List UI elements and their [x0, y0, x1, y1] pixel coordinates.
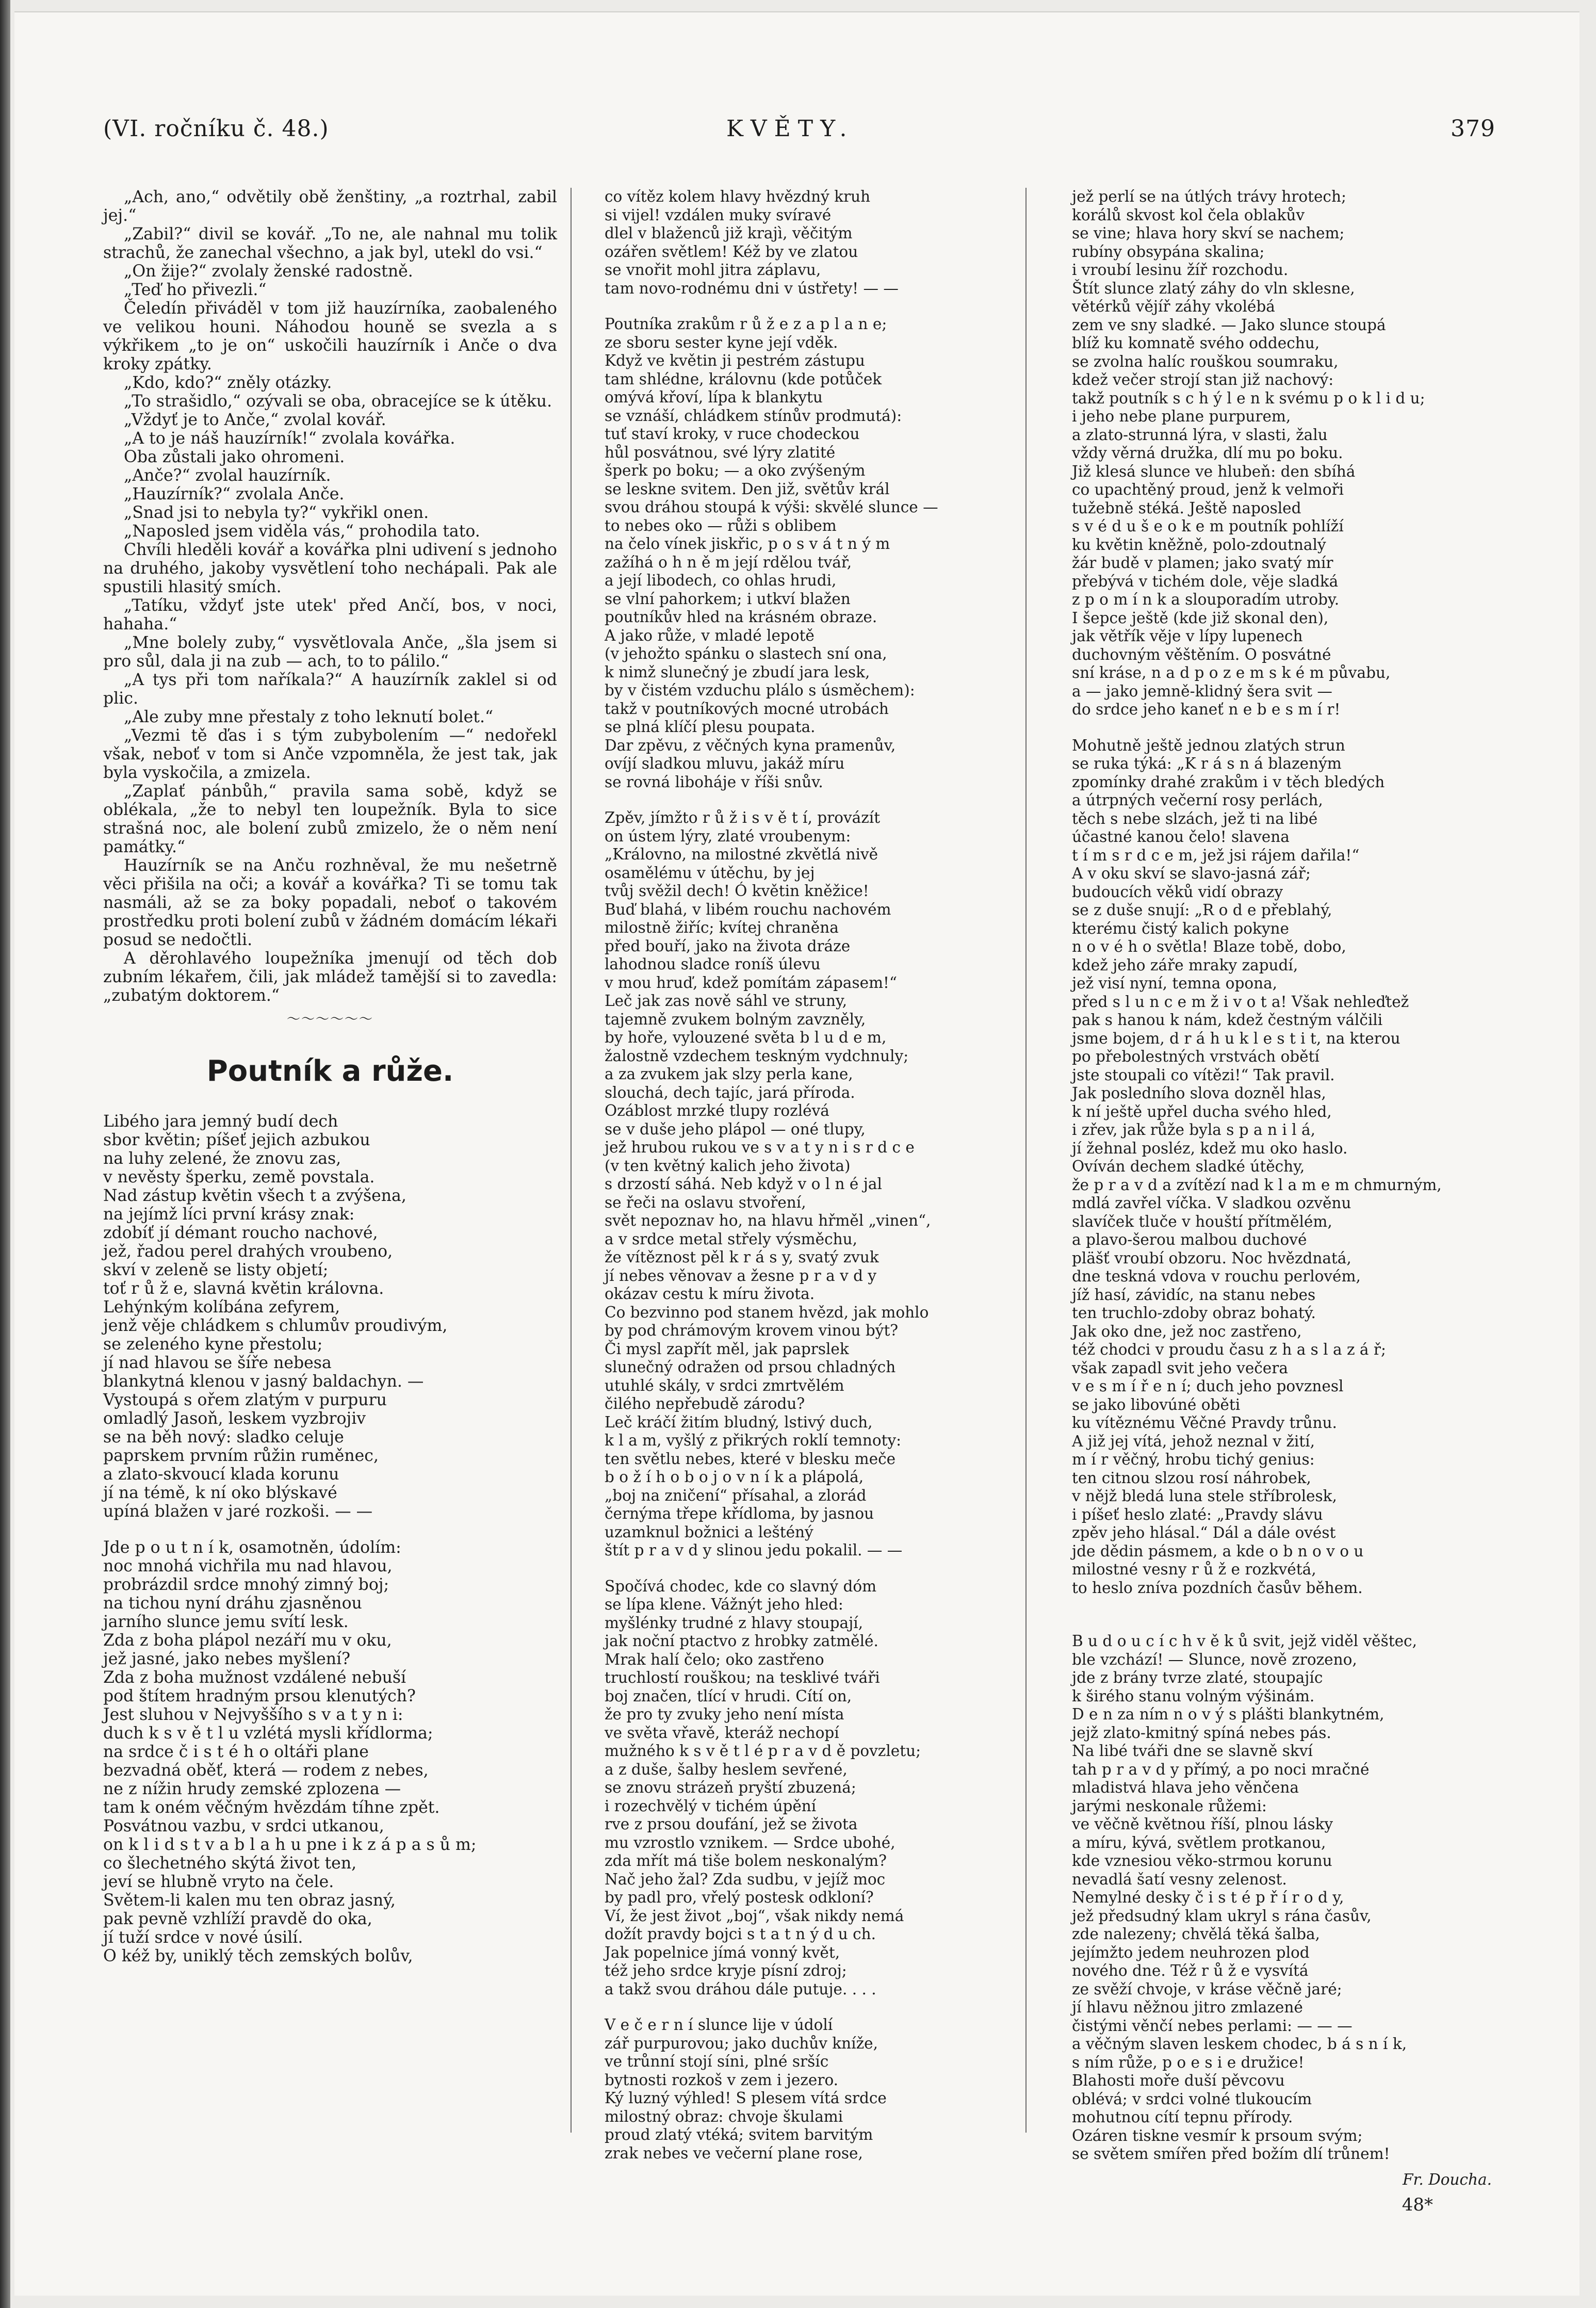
story-paragraph: „Zabil?“ divil se kovář. „To ne, ale nahnal mu tolik strachů, že zanechal všechno, a jak byl, utekl do vsi.“ [103, 225, 557, 262]
poem-stanza: Libého jara jemný budí dech sbor květin; píšeť jejich azbukou na luhy zelené, že znovu zas, v nevěsty šperku, země povstala. Nad zástup květin všech t a zvýšena, na jejímž líci první krásy znak: zdobíť jí démant roucho nachové, jež, řadou perel drahých vroubeno, skví v zeleně se listy objetí; toť r ů ž e, slavná květin královna. Lehýnkým kolíbána zefyrem, jenž věje chládkem s chlumův proudivým, se zeleného kyne přestolu; jí nad hlavou se šíře nebesa blankytná klenou v jasný baldachyn. — Vystoupá s ořem zlatým v purpuru omladlý Jasoň, leskem vyzbrojiv se na běh nový: sladko celuje paprskem prvním růžin ruměnec, a zlato-skvoucí klada korunu jí na témě, k ní oko blýskavé upíná blažen v jaré rozkoši. — — [103, 1112, 448, 1521]
column-right [1072, 188, 1495, 2215]
poem-stanza: V e č e r n í slunce lije v údolí zář purpurovou; jako duchův kníže, ve trůnní stojí síni, plné sršíc bytnosti rozkoš v zem i jezero. Ký luzný výhled! S plesem vítá srdce milostný obraz: chvoje škulami proud zlatý vtéká; svitem barvitým zrak nebes ve večerní plane rose, [605, 2016, 887, 2162]
story-paragraph: Oba zůstali jako ohromeni. [124, 448, 345, 466]
poem-stanza: Spočívá chodec, kde co slavný dóm se lípa klene. Vážnýt jeho hled: myšlénky trudné z hlavy stoupají, jak noční ptactvo z hrobky zatmělé. Mrak halí čelo; oko zastřeno truchlostí rouškou; na tesklivé tváři boj značen, tlící v hrudi. Cítí on, že pro ty zvuky jeho není místa ve světa vřavě, kteráž nechopí mužného k s v ě t l é p r a v d ě povzletu; a z duše, šalby heslem sevřené, se znovu strázeň pryští zbuzená; i rozechvělý v tichém úpění rve z prsou doufání, jež se života mu vzrostlo vznikem. — Srdce ubohé, zda mřít má tiše bolem neskonalým? Nač jeho žal? Zda sudbu, v jejíž moc by padl pro, vřelý postesk odkloní? Ví, že jest život „boj“, však nikdy nemá dožít pravdy bojci s t a t n ý d u ch. Jak popelnice jímá vonný květ, též jeho srdce kryje písní zdroj; a takž svou dráhou dále putuje. . . . [605, 1577, 921, 1998]
poem-stanza: Zpěv, jímžto r ů ž i s v ě t í, provázít on ústem lýry, zlaté vroubenym: „Královno, na milostné zkvětlá nivě osamělému v útěchu, by jej tvůj svěžil dech! Ó květin kněžice! Buď blahá, v libém rouchu nachovém milostně žiříc; kvítej chraněna před bouří, jako na života dráze lahodnou sladce roníš úlevu v mou hruď, kdež pomítám zápasem!“ Leč jak zas nově sáhl ve struny, tajemně zvukem bolným zavzněly, by hoře, vylouzené světa b l u d e m, žalostně vzdechem teskným vydchnuly; a za zvukem jak slzy perla kane, slouchá, dech tajíc, jará příroda. Ozáblost mrzké tlupy rozlévá se v duše jeho plápol — oné tlupy, jež hrubou rukou ve s v a t y n i s r d c e (v ten květný kalich jeho života) s drzostí sáhá. Neb když v o l n é jal se řeči na oslavu stvoření, svět nepoznav ho, na hlavu hřměl „vinen“, a v srdce metal střely výsměchu, že vítěznost pěl k r á s y, svatý zvuk jí nebes věnovav a žesne p r a v d y okázav cestu k míru života. Co bezvinno pod stanem hvězd, jak mohlo by pod chrámovým krovem vinou být? Či mysl zapřít měl, jak paprslek slunečný odražen od prsou chladných utuhlé skály, v srdci zmrtvělém čilého nepřebudě zárodu? Leč kráčí žitím bludný, lstivý duch, k l a m, vyšlý z přikrých roklí temnoty: ten světlu nebes, které v blesku meče b o ž í h o b o j o v n í k a plápolá, „boj na zničení“ přísahal, a zlorád černýma třepe křídloma, by jasnou uzamknul božnici a lešténý štít p r a v d y slinou jedu pokalil. — — [605, 809, 931, 1559]
story-paragraph: „Zaplať pánbůh,“ pravila sama sobě, když se oblékala, „že to nebyl ten loupežník. Byla to sice strašná noc, ale bolení zubů zmizelo, že o něm není památky.“ [103, 782, 557, 856]
story-paragraph: „Vždyť je to Anče,“ zvolal kovář. [124, 411, 386, 429]
signature-mark: 48* [1402, 2195, 1433, 2215]
story-paragraph: „Vezmi tě ďas i s tým zubybolením —“ nedořekl však, neboť v tom si Anče vzpomněla, že jest tak, jak byla vyskočila, a zmizela. [103, 726, 557, 782]
story-paragraph: Hauzírník se na Anču rozhněval, že mu nešetrně věci přišila na oči; a kovář a kovářka? Ti se tomu tak nasmáli, až se za boky popadali, neboť o takovém prostředku proti bolení zubů v žádném domácím lékaři posud se nedočtli. [103, 856, 557, 949]
poem-stanza: Poutníka zrakům r ů ž e z a p l a n e; ze sboru sester kyne její vděk. Když ve květin ji pestrém zástupu tam shlédne, královnu (kde potůček omývá křoví, lípa k blankytu se vznáší, chládkem stínův prodmutá): tuť staví kroky, v ruce chodeckou hůl posvátnou, své lýry zlatité šperk po boku; — a oko zvýšeným se leskne svitem. Den již, světův král svou dráhou stoupá k výši: skvělé slunce — to nebes oko — růži s oblibem na čelo vínek jiskřic, p o s v á t n ý m zažíhá o h n ě m její rdělou tvář, a její libodech, co ohlas hrudi, se vlní pahorkem; i utkví blažen poutníkův hled na krásném obraze. A jako růže, v mladé lepotě (v jehožto spánku o slastech sní ona, k nimž slunečný je zbudí jara lesk, by v čistém vzduchu plálo s úsměchem): takž v poutníkových mocné utrobách se plná klíčí plesu poupata. Dar zpěvu, z věčných kyna pramenův, ovíjí sladkou mluvu, jakáž míru se rovná liboháje v říši snův. [605, 315, 938, 791]
poem-stanza: co vítěz kolem hlavy hvězdný kruh si vijel! vzdálen muky svíravé dlel v blaženců již krajì, věčitým ozářen světlem! Kéž by ve zlatou se vnořit mohl jitra záplavu, tam novo-rodnému dni v ústřety! — — [605, 188, 899, 297]
story-paragraph: Čeledín přiváděl v tom již hauzírníka, zaobaleného ve velikou houni. Náhodou houně se svezla a s výkřikem „to je on“ uskočili hauzírník i Anče o dva kroky zpátky. [103, 299, 557, 373]
story-paragraph: „On žije?“ zvolaly ženské radostně. [124, 262, 413, 281]
poem-stanza: Jde p o u t n í k, osamotněn, údolím: noc mnohá vichřila mu nad hlavou, probrázdil srdce mnohý zimný boj; na tichou nyní dráhu zjasněnou jarního slunce jemu svítí lesk. Zda z boha plápol nezáří mu v oku, jež jasné, jako nebes myšlení? Zda z boha mužnost vzdálené nebuší pod štítem hradným prsou klenutých? Jest sluhou v Nejvyššího s v a t y n i: duch k s v ě t l u vzlétá mysli křídlorma; na srdce č i s t é h o oltáři plane bezvadná oběť, která — rodem z nebes, ne z nížin hrudy zemské zplozena — tam k oném věčným hvězdám tíhne zpět. Posvátnou vazbu, v srdci utkanou, on k l i d s t v a b l a h u pne i k z á p a s ů m; co šlechetného skýtá život ten, jeví se hlubně vryto na čele. Světem-li kalen mu ten obraz jasný, pak pevně vzhlíží pravdě do oka, jí tuží srdce v nové úsilí. O kéž by, uniklý těch zemských bolův, [103, 1538, 477, 1965]
story-paragraph: A děrohlavého loupežníka jmenují od těch dob zubním lékařem, čili, jak mládež tamější si to zavedla: „zubatým doktorem.“ [103, 949, 557, 1005]
story-paragraph: „A tys při tom naříkala?“ A hauzírník zaklel si od plic. [103, 671, 557, 708]
page-header [14, 116, 1579, 147]
poem-title: Poutník a růže. [206, 1054, 454, 1088]
story-paragraph: „Tatíku, vždyť jste utek' před Ančí, bos, v noci, hahaha.“ [103, 596, 557, 633]
story-paragraph: „Mne bolely zuby,“ vysvětlovala Anče, „šla jsem si pro sůl, dala ji na zub — ach, to to pálilo.“ [103, 633, 557, 671]
issue-label: (VI. ročníku č. 48.) [103, 116, 329, 142]
section-separator: 〜〜〜〜〜〜 [286, 1012, 373, 1027]
poem-stanza: B u d o u c í c h v ě k ů svit, jejž viděl věštec, ble vzchází! — Slunce, nově zrozeno, jde z brány tvrze zlaté, stoupajíc k širého stanu volným výšinám. D e n za ním n o v ý s plášti blankytném, jejž zlato-kmitný spíná nebes pás. Na libé tváři dne se slavně skví tah p r a v d y přímý, a po noci mračné mladistvá hlava jeho věnčena jarými neskonale růžemi: ve věčně květnou říší, plnou lásky a míru, kývá, světlem protkanou, kde vznesiou věko-strmou korunu nevadlá šatí vesny zelenost. Nemylné desky č i s t é p ř í r o d y, jež předsudný klam ukryl s rána časův, zde nalezeny; chvělá těká šalba, jejímžto jedem neuhrozen plod nového dne. Též r ů ž e vysvítá ze svěží chvoje, v kráse věčně jaré; jí hlavu něžnou jitro zmlazené čistými věnčí nebes perlami: — — — a věčným slaven leskem chodec, b á s n í k, s ním růže, p o e s i e družice! Blahosti moře duší pěvcovu oblévá; v srdci volné tlukoucím mohutnou cítí tepnu přírody. Ozáren tiskne vesmír k prsoum svým; se světem smířen před božím dlí trůnem! [1072, 1632, 1417, 2163]
story-paragraph: „Kdo, kdo?“ zněly otázky. [124, 373, 332, 392]
story-paragraph: „Snad jsi to nebyla ty?“ vykřikl onen. [124, 503, 429, 522]
story-paragraph: „Naposled jsem viděla vás,“ prohodila tato. [124, 522, 480, 541]
story-paragraph: „Ach, ano,“ odvětily obě ženštiny, „a roztrhal, zabil jej.“ [103, 188, 557, 225]
story-paragraph: „Hauzírník?“ zvolala Anče. [124, 485, 345, 503]
journal-page [14, 11, 1579, 2296]
column-left [103, 188, 557, 1965]
story-paragraph: „To strašidlo,“ ozývali se oba, obracejíce se k útěku. [124, 392, 552, 411]
book-spine-shadow [0, 0, 10, 2308]
story-paragraph: Chvíli hleděli kovář a kovářka plni udivení s jednoho na druhého, jakoby vysvětlení toho nechápali. Pak ale spustili hlasitý smích. [103, 541, 557, 596]
journal-title: KVĚTY. [726, 116, 854, 142]
story-paragraph: „A to je náš hauzírník!“ zvolala kovářka. [124, 429, 455, 448]
story-paragraph: „Ale zuby mne přestaly z toho leknutí bolet.“ [124, 708, 494, 726]
page-number: 379 [1451, 116, 1495, 142]
column-rule-left [571, 188, 572, 2133]
story-paragraph: „Teď ho přivezli.“ [124, 281, 267, 299]
story-paragraph: „Anče?“ zvolal hauzírník. [124, 466, 331, 485]
poem-stanza: Mohutně ještě jednou zlatých strun se ruka týká: „K r á s n á blazeným zpomínky drahé zrakům i v těch bledých a útrpných večerní rosy perlách, těch s nebe slzách, jež ti na libé účastné kanou čelo! slavena t í m s r d c e m, jež jsi rájem dařila!“ A v oku skví se slavo-jasná zář; budoucích věků vidí obrazy se z duše snují: „R o d e přeblahý, kterému čistý kalich pokyne n o v é h o světla! Blaze tobě, dobo, kdež jeho záře mraky zapudí, jež visí nyní, temna opona, před s l u n c e m ž i v o t a! Však nehleďtež pak s hanou k nám, kdež čestným válčili jsme bojem, d r á h u k l e s t i t, na kterou po přebolestných vrstvách obětí jste stoupali co vítězi!“ Tak pravil. Jak posledního slova dozněl hlas, k ní ještě upřel ducha svého hled, i zřev, jak růže byla s p a n i l á, jí žehnal posléz, kdež mu oko haslo. Ovíván dechem sladké útěchy, že p r a v d a zvítězí nad k l a m e m chmurným, mdlá zavřel víčka. V sladkou ozvěnu slavíček tluče v houští přítmělém, a plavo-šerou malbou duchové pläšť vroubí obzoru. Noc hvězdnatá, dne teskná vdova v rouchu perlovém, jíž hasí, závidíc, na stanu nebes ten truchlo-zdoby obraz bohatý. Jak oko dne, jež noc zastřeno, též chodci v proudu času z h a s l a z á ř; však zapadl svit jeho večera v e s m í ř e n í; duch jeho povznesl se jako libovúné oběti ku vítěznému Věčné Pravdy trůnu. A již jej vítá, jehož neznal v žití, m í r věčný, hrobu tichý genius: ten citnou slzou rosí náhrobek, v nějž bledá luna stele stříbrolesk, i píšeť heslo zlaté: „Pravdy slávu zpěv jeho hlásal.“ Dál a dále ovést jde dědin pásmem, a kde o b n o v o u milostné vesny r ů ž e rozkvétá, to heslo zníva pozdních časův během. [1072, 736, 1442, 1597]
column-middle [605, 188, 1002, 2163]
poem-stanza: jež perlí se na útlých trávy hrotech; korálů skvost kol čela oblakův se vine; hlava hory skví se nachem; rubíny obsypána skalina; i vroubí lesinu žíř rozchodu. Štít slunce zlatý záhy do vln sklesne, větérků vějíř záhy vkolébá zem ve sny sladké. — Jako slunce stoupá blíž ku komnatě svého oddechu, se zvolna halíc rouškou soumraku, kdež večer strojí stan již nachový: takž poutník s c h ý l e n k svému p o k l i d u; i jeho nebe plane purpurem, a zlato-strunná lýra, v slasti, žalu vždy věrná družka, dlí mu po boku. Již klesá slunce ve hlubeň: den sbíhá co upachtěný proud, jenž k velmoři tužebně stéká. Ještě naposled s v é d u š e o k e m poutník pohlíží ku květin kněžně, polo-zdoutnalý žár budě v plamen; jako svatý mír přebývá v tichém dole, věje sladká z p o m í n k a slouporadím utroby. I šepce ještě (kde již skonal den), jak větřík věje v lípy lupenech duchovným věštěním. O posvátné sní kráse, n a d p o z e m s k é m půvabu, a — jako jemně-klidný šera svit — do srdce jeho kaneť n e b e s m í r! [1072, 188, 1425, 718]
column-rule-right [1025, 188, 1027, 2133]
author-signature: Fr. Doucha. [1403, 2170, 1492, 2188]
